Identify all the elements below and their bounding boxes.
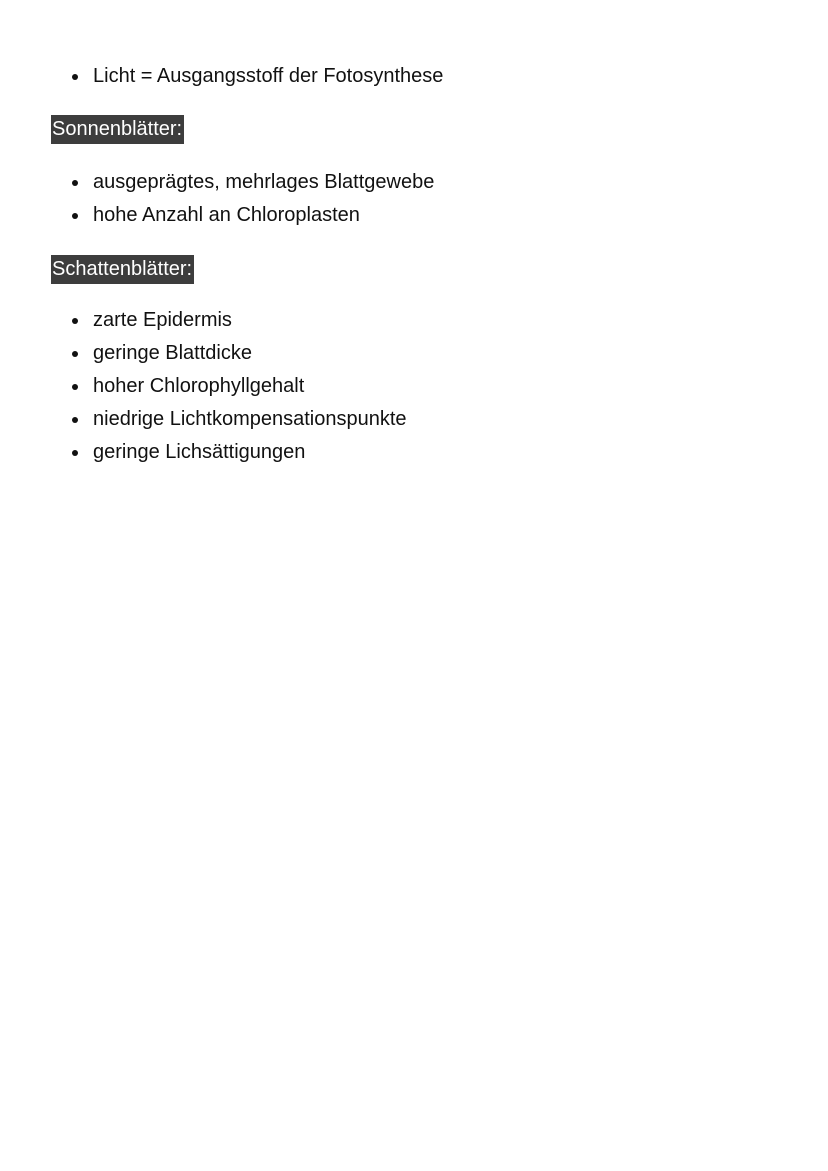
list-item bbox=[68, 403, 407, 436]
sun-leaves-heading: Sonnenblätter: bbox=[51, 115, 184, 144]
list-item-text: niedrige Lichtkompensationspunkte bbox=[93, 408, 407, 430]
sun-leaves-list bbox=[68, 166, 434, 232]
bullet-icon bbox=[72, 384, 78, 390]
list-item bbox=[68, 60, 443, 93]
list-item-text: geringe Blattdicke bbox=[93, 342, 252, 364]
bullet-icon bbox=[72, 180, 78, 186]
list-item-text: ausgeprägtes, mehrlages Blattgewebe bbox=[93, 171, 435, 193]
shade-leaves-list bbox=[68, 304, 407, 469]
bullet-icon bbox=[72, 74, 78, 80]
bullet-icon bbox=[72, 417, 78, 423]
list-item-text: zarte Epidermis bbox=[93, 309, 232, 331]
bullet-icon bbox=[72, 351, 78, 357]
bullet-icon bbox=[72, 318, 78, 324]
list-item bbox=[68, 304, 407, 337]
list-item bbox=[68, 199, 434, 232]
list-item-text: geringe Lichsättigungen bbox=[93, 441, 306, 463]
list-item bbox=[68, 166, 434, 199]
list-item-text: hohe Anzahl an Chloroplasten bbox=[93, 204, 360, 226]
shade-leaves-heading: Schattenblätter: bbox=[51, 255, 194, 284]
list-item bbox=[68, 337, 407, 370]
list-item bbox=[68, 370, 407, 403]
bullet-icon bbox=[72, 213, 78, 219]
list-item-text: hoher Chlorophyllgehalt bbox=[93, 375, 305, 397]
intro-list bbox=[68, 60, 443, 93]
bullet-icon bbox=[72, 450, 78, 456]
list-item bbox=[68, 436, 407, 469]
list-item-text: Licht = Ausgangsstoff der Fotosynthese bbox=[93, 65, 444, 87]
